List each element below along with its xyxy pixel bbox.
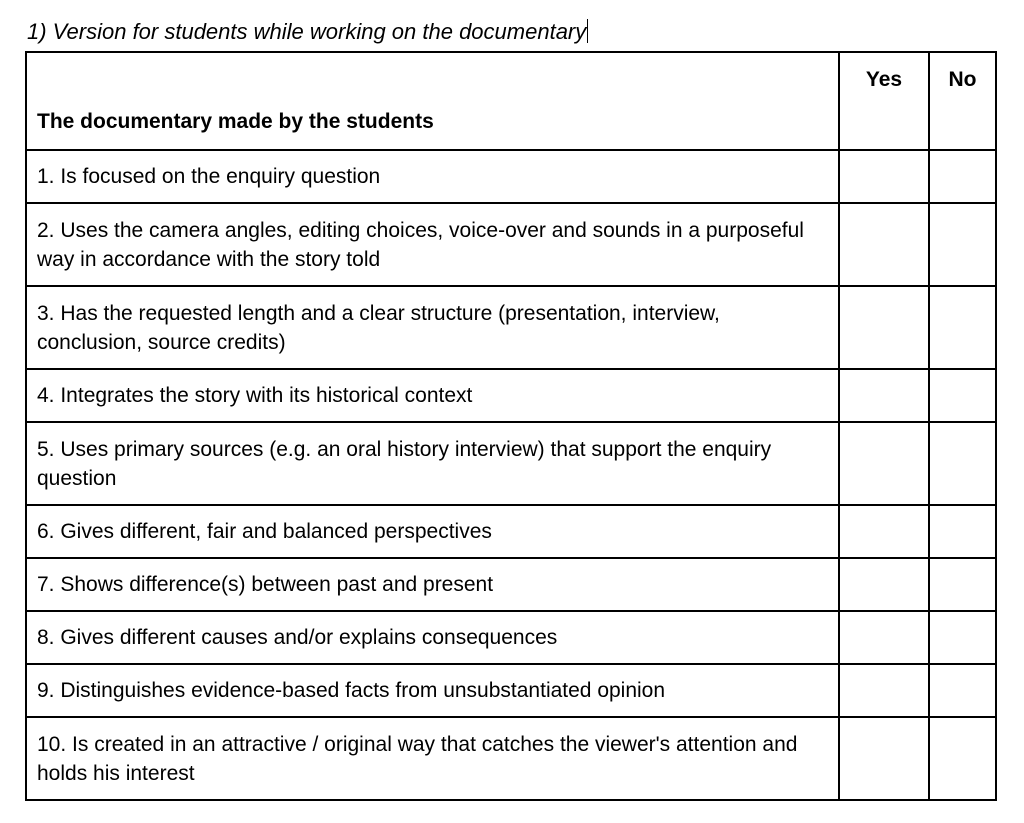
criterion-text: 10. Is created in an attractive / original way that catches the viewer's attention and holds his interest: [26, 717, 839, 800]
no-cell[interactable]: [929, 203, 996, 286]
yes-cell[interactable]: [839, 203, 929, 286]
yes-cell[interactable]: [839, 664, 929, 717]
table-row: [26, 558, 996, 611]
criterion-text: 8. Gives different causes and/or explains consequences: [26, 611, 839, 664]
table-row: [26, 369, 996, 422]
document-title: [27, 18, 588, 46]
evaluation-checklist-table: [25, 51, 997, 801]
no-cell[interactable]: [929, 558, 996, 611]
yes-cell[interactable]: [839, 717, 929, 800]
yes-cell[interactable]: [839, 369, 929, 422]
table-row: [26, 203, 996, 286]
yes-cell[interactable]: [839, 150, 929, 203]
criterion-text: 9. Distinguishes evidence-based facts from unsubstantiated opinion: [26, 664, 839, 717]
no-cell[interactable]: [929, 150, 996, 203]
criterion-text: 4. Integrates the story with its historical context: [26, 369, 839, 422]
no-cell[interactable]: [929, 611, 996, 664]
table-row: [26, 422, 996, 505]
text-cursor: [587, 19, 588, 43]
yes-column-header: Yes: [839, 52, 929, 150]
yes-cell[interactable]: [839, 422, 929, 505]
no-cell[interactable]: [929, 717, 996, 800]
yes-cell[interactable]: [839, 505, 929, 558]
yes-cell[interactable]: [839, 558, 929, 611]
table-row: [26, 505, 996, 558]
criterion-text: 6. Gives different, fair and balanced perspectives: [26, 505, 839, 558]
no-cell[interactable]: [929, 664, 996, 717]
criterion-text: 7. Shows difference(s) between past and present: [26, 558, 839, 611]
no-cell[interactable]: [929, 505, 996, 558]
criterion-text: 3. Has the requested length and a clear structure (presentation, interview, conclusion, source credits): [26, 286, 839, 369]
table-row: [26, 717, 996, 800]
no-cell[interactable]: [929, 369, 996, 422]
no-cell[interactable]: [929, 422, 996, 505]
criterion-text: 2. Uses the camera angles, editing choices, voice-over and sounds in a purposeful way in accordance with the story told: [26, 203, 839, 286]
yes-cell[interactable]: [839, 611, 929, 664]
table-row: [26, 664, 996, 717]
table-row: [26, 150, 996, 203]
no-cell[interactable]: [929, 286, 996, 369]
table-row: [26, 286, 996, 369]
document-title-text: 1) Version for students while working on the documentary: [27, 19, 587, 44]
table-row: [26, 611, 996, 664]
table-header-row: [26, 52, 996, 150]
criteria-column-header: The documentary made by the students: [26, 52, 839, 150]
criterion-text: 5. Uses primary sources (e.g. an oral history interview) that support the enquiry question: [26, 422, 839, 505]
yes-cell[interactable]: [839, 286, 929, 369]
no-column-header: No: [929, 52, 996, 150]
criterion-text: 1. Is focused on the enquiry question: [26, 150, 839, 203]
